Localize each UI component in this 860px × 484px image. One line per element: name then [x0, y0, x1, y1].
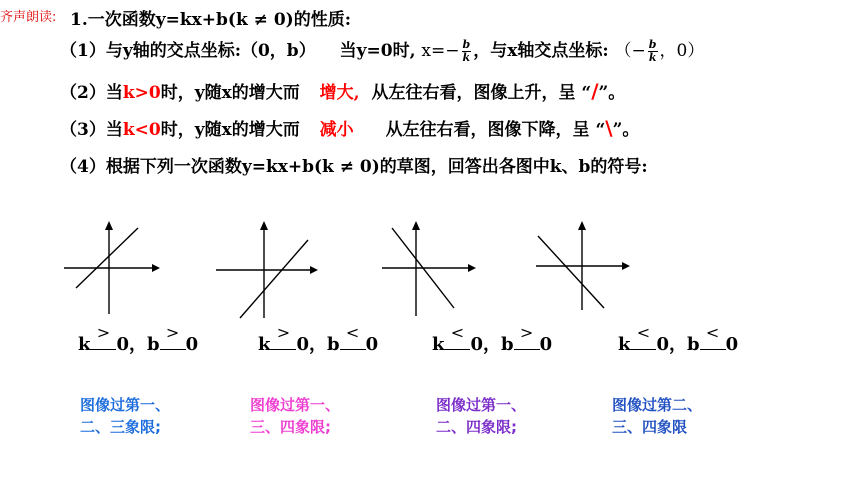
property-3-d: ”。	[612, 120, 640, 140]
caption-2-line-2: 三、四象限;	[250, 418, 331, 436]
zero-comma: 0，	[656, 334, 688, 355]
k-blank	[90, 323, 116, 350]
property-3-b: 时，y随x的增大而	[160, 120, 300, 140]
k-label: k	[258, 334, 271, 355]
graph-4	[534, 218, 634, 313]
graph-1	[62, 218, 162, 318]
fraction-b-over-k-2	[648, 39, 658, 64]
k-sign: >	[276, 323, 291, 342]
b-blank	[700, 323, 726, 350]
property-3-a: （3）当	[60, 120, 123, 140]
property-3-c: 从左往右看，图像下降，呈 “	[385, 120, 606, 140]
rising-symbol: /	[591, 79, 599, 103]
k-blank	[630, 323, 656, 350]
b-sign: <	[705, 323, 720, 342]
fraction-denominator-2: k	[648, 51, 657, 64]
property-2-d: ”。	[598, 83, 626, 103]
zero-comma: 0，	[470, 334, 502, 355]
b-label: b	[501, 334, 514, 355]
k-label: k	[78, 334, 91, 355]
section-title: 1.一次函数y=kx+b(k ≠ 0)的性质:	[70, 10, 351, 30]
property-1-coord-close: ，0）	[659, 41, 705, 61]
property-1-x-axis: ，与x轴交点坐标:	[473, 41, 609, 61]
fraction-numerator: b	[462, 38, 471, 51]
read-aloud-tag: 齐声朗读:	[0, 10, 57, 25]
property-2	[60, 78, 625, 103]
caption-3-line-2: 二、四象限;	[436, 418, 517, 436]
graph-2	[212, 218, 322, 323]
caption-1	[80, 394, 170, 438]
b-blank	[514, 323, 540, 350]
caption-4	[612, 394, 702, 438]
b-label: b	[687, 334, 700, 355]
zero: 0	[185, 334, 199, 355]
zero-comma: 0，	[296, 334, 328, 355]
zero: 0	[725, 334, 739, 355]
b-sign: >	[519, 323, 534, 342]
property-1	[60, 36, 704, 66]
fraction-denominator: k	[462, 51, 471, 64]
b-label: b	[147, 334, 160, 355]
caption-2	[250, 394, 340, 438]
property-3	[60, 115, 639, 140]
caption-4-line-2: 三、四象限	[612, 418, 688, 436]
k-label: k	[618, 334, 631, 355]
b-blank	[160, 323, 186, 350]
answer-2	[258, 323, 379, 356]
property-1-coord-open: （−	[614, 41, 646, 61]
fraction-numerator-2: b	[648, 38, 657, 51]
caption-1-line-1: 图像过第一、	[80, 396, 171, 414]
fraction-b-over-k	[462, 39, 472, 64]
property-2-answer: 增大,	[319, 83, 360, 103]
k-sign: >	[96, 323, 111, 342]
zero: 0	[365, 334, 379, 355]
b-sign: <	[345, 323, 360, 342]
answer-3	[432, 323, 553, 356]
property-4: （4）根据下列一次函数y=kx+b(k ≠ 0)的草图，回答出各图中k、b的符号:	[60, 157, 648, 177]
answer-4	[618, 323, 739, 356]
k-blank	[444, 323, 470, 350]
k-blank	[270, 323, 296, 350]
k-sign: <	[636, 323, 651, 342]
zero: 0	[539, 334, 553, 355]
property-1-when: 当y=0时,	[339, 41, 416, 61]
property-2-c: 从左往右看，图像上升，呈 “	[371, 83, 592, 103]
caption-3-line-1: 图像过第一、	[436, 396, 527, 414]
property-1-x-eq: x=−	[421, 41, 460, 61]
property-2-condition: k>0	[122, 83, 161, 103]
property-2-a: （2）当	[60, 83, 123, 103]
caption-3	[436, 394, 526, 438]
b-label: b	[327, 334, 340, 355]
caption-4-line-1: 图像过第二、	[612, 396, 703, 414]
graph-3	[380, 218, 480, 323]
property-3-condition: k<0	[122, 120, 161, 140]
b-blank	[340, 323, 366, 350]
b-sign: >	[165, 323, 180, 342]
caption-2-line-1: 图像过第一、	[250, 396, 341, 414]
answer-1	[78, 323, 199, 356]
property-3-answer: 减小	[319, 120, 354, 140]
property-1-label: （1）与y轴的交点坐标:（0，b）	[60, 41, 316, 61]
caption-1-line-2: 二、三象限;	[80, 418, 161, 436]
falling-symbol: \	[605, 116, 613, 140]
zero-comma: 0，	[116, 334, 148, 355]
property-2-b: 时，y随x的增大而	[160, 83, 300, 103]
k-label: k	[432, 334, 445, 355]
k-sign: <	[450, 323, 465, 342]
